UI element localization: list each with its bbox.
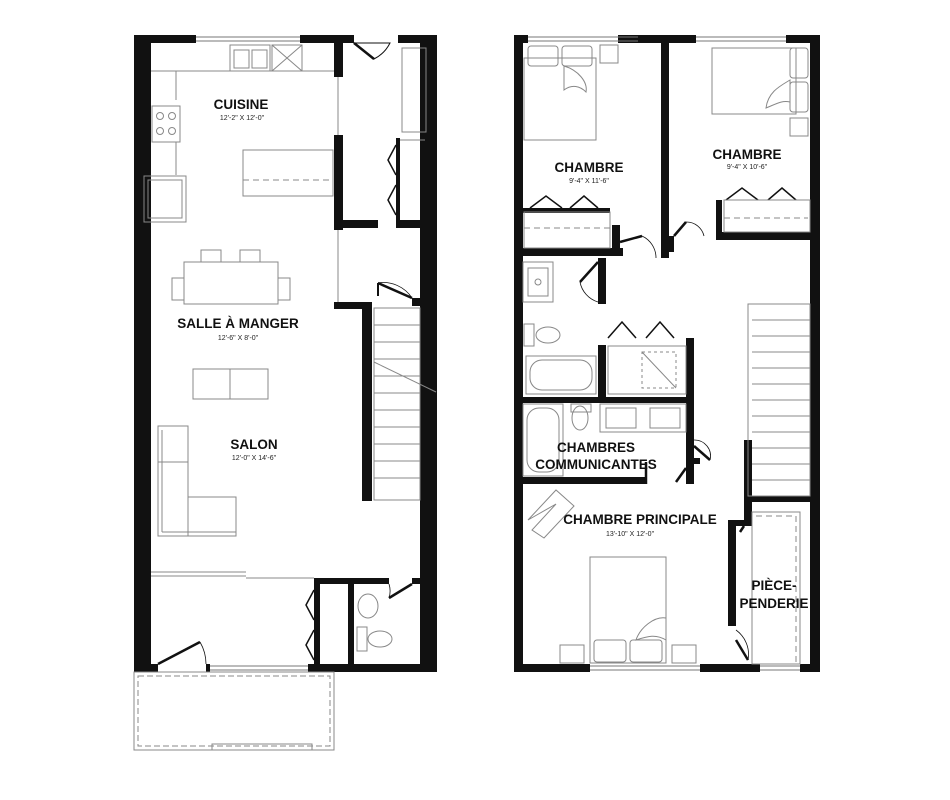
ground-floor-windows bbox=[196, 37, 308, 670]
room-label-salle-a-manger: SALLE À MANGER bbox=[177, 316, 299, 331]
room-label-chambre-1: CHAMBRE bbox=[554, 160, 624, 175]
room-label-cuisine: CUISINE bbox=[213, 97, 269, 112]
living-fixtures bbox=[158, 426, 236, 536]
room-label-chambre-2: CHAMBRE bbox=[712, 147, 782, 162]
room-dims-salle-a-manger: 12'-6" X 8'-0" bbox=[217, 335, 259, 342]
upper-floor-plan bbox=[514, 35, 820, 672]
room-dims-chambre-principale: 13'-10" X 12'-0" bbox=[605, 531, 655, 538]
room-label-piece-penderie-2: PENDERIE bbox=[739, 596, 809, 611]
ground-floor-interior-walls bbox=[314, 35, 423, 672]
room-labels bbox=[177, 97, 808, 611]
kitchen-fixtures bbox=[144, 45, 426, 222]
upper-floor-interior-walls bbox=[523, 43, 810, 626]
room-dims-cuisine: 12'-2" X 12'-0" bbox=[219, 115, 265, 122]
powder-room-fixtures bbox=[357, 594, 392, 651]
ground-floor-plan bbox=[134, 35, 437, 750]
room-dims-chambre-2: 9'-4" X 10'-6" bbox=[726, 164, 768, 171]
room-label-chambres-communicantes-1: CHAMBRES bbox=[556, 440, 636, 455]
room-label-chambre-principale: CHAMBRE PRINCIPALE bbox=[563, 512, 717, 527]
room-dims-salon: 12'-0" X 14'-6" bbox=[231, 455, 277, 462]
room-label-salon: SALON bbox=[230, 437, 278, 452]
front-porch bbox=[134, 672, 334, 750]
room-label-piece-penderie-1: PIÈCE- bbox=[751, 578, 797, 593]
room-label-chambres-communicantes-2: COMMUNICANTES bbox=[535, 457, 657, 472]
room-dims-chambre-1: 9'-4" X 11'-6" bbox=[569, 178, 609, 185]
